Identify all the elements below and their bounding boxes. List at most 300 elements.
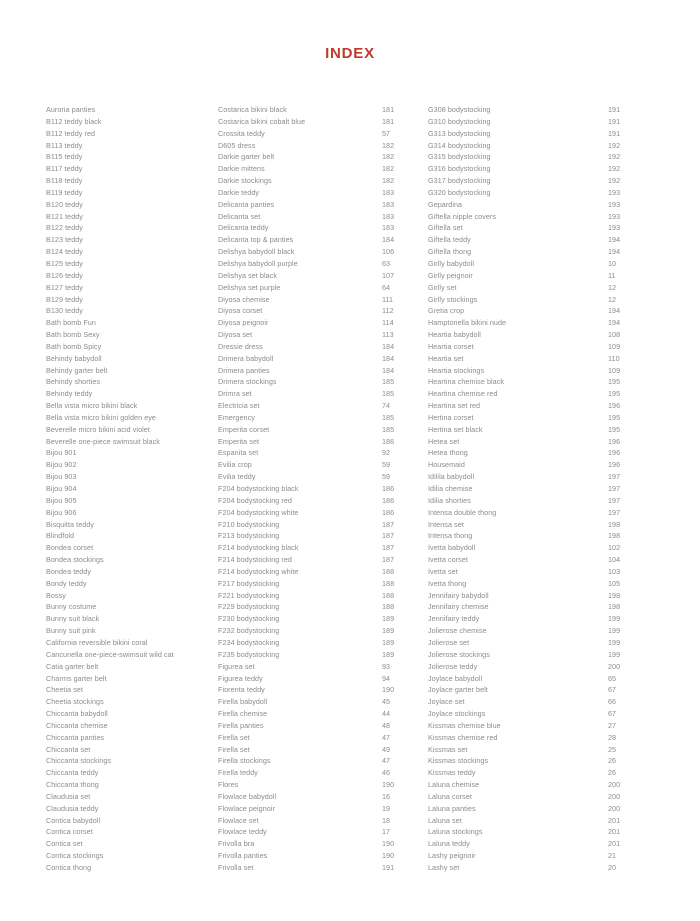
index-entry-page-number: 191 (382, 863, 395, 872)
index-entry[interactable] (428, 400, 700, 412)
index-entry[interactable] (46, 400, 210, 412)
index-entry-page-number: 105 (608, 578, 621, 588)
index-entry[interactable] (428, 341, 700, 353)
index-entry[interactable] (46, 341, 210, 353)
index-entry[interactable] (218, 791, 420, 803)
index-entry-name: F210 bodystocking (218, 519, 280, 529)
index-entry[interactable] (428, 471, 700, 483)
index-entry-name: Emergency (218, 412, 255, 422)
index-entry[interactable] (46, 234, 210, 246)
index-entry[interactable] (46, 661, 210, 673)
index-entry-page-number: 182 (382, 176, 395, 186)
column-3 (420, 104, 700, 874)
index-entry[interactable] (218, 649, 420, 661)
index-entry[interactable] (428, 803, 700, 815)
index-entry-name: G313 bodystocking (428, 128, 491, 138)
index-entry[interactable] (46, 803, 210, 815)
index-entry[interactable] (218, 803, 420, 815)
index-entry[interactable] (428, 601, 700, 613)
index-entry[interactable] (218, 116, 420, 128)
index-entry[interactable] (428, 436, 700, 448)
index-entry-page-number: 47 (382, 756, 391, 766)
index-entry[interactable] (428, 365, 700, 377)
index-entry-name: Idilila babydoll (428, 472, 475, 482)
index-entry-name: Heartia babydoll (428, 330, 481, 340)
index-entry[interactable] (218, 376, 420, 388)
index-entry-name: Ivetta babydoll (428, 543, 476, 553)
index-entry[interactable] (46, 104, 210, 116)
index-entry[interactable] (428, 519, 700, 531)
index-entry[interactable] (46, 187, 210, 199)
index-entry[interactable] (46, 222, 210, 234)
index-entry[interactable] (218, 601, 420, 613)
index-entry[interactable] (46, 128, 210, 140)
index-entry-page-number: 196 (608, 448, 621, 458)
index-entry-name: F204 bodystocking white (218, 507, 299, 517)
index-entry[interactable] (46, 317, 210, 329)
index-entry-name: Darkie stockings (218, 176, 272, 186)
index-entry[interactable] (428, 270, 700, 282)
index-entry[interactable] (218, 424, 420, 436)
index-entry[interactable] (428, 850, 700, 862)
index-entry[interactable] (428, 376, 700, 388)
index-entry[interactable] (46, 151, 210, 163)
index-entry-name: Emperita set (218, 436, 260, 446)
index-entry-name: Firella stockings (218, 756, 271, 766)
index-entry[interactable] (428, 353, 700, 365)
index-entry[interactable] (218, 673, 420, 685)
index-entry[interactable] (218, 447, 420, 459)
index-entry[interactable] (428, 495, 700, 507)
index-entry[interactable] (46, 755, 210, 767)
index-entry[interactable] (218, 542, 420, 554)
index-entry[interactable] (218, 684, 420, 696)
index-entry[interactable] (218, 578, 420, 590)
index-entry[interactable] (428, 696, 700, 708)
index-entry[interactable] (218, 471, 420, 483)
index-entry-name: G310 bodystocking (428, 116, 491, 126)
index-entry-page-number: 74 (382, 401, 391, 411)
index-entry[interactable] (218, 258, 420, 270)
index-entry[interactable] (46, 447, 210, 459)
index-entry[interactable] (46, 744, 210, 756)
index-entry-page-number: 26 (608, 768, 617, 778)
index-entry[interactable] (218, 708, 420, 720)
index-entry-name: Joylace stockings (428, 709, 486, 719)
index-entry[interactable] (46, 826, 210, 838)
index-entry[interactable] (218, 222, 420, 234)
index-entry-name: Dressie dress (218, 341, 263, 351)
index-entry[interactable] (428, 578, 700, 590)
index-entry[interactable] (46, 495, 210, 507)
index-entry[interactable] (218, 696, 420, 708)
index-entry[interactable] (428, 104, 700, 116)
index-entry-page-number: 193 (608, 199, 621, 209)
index-entry-name: Kissmas chemise red (428, 732, 498, 742)
index-entry[interactable] (218, 294, 420, 306)
index-entry[interactable] (46, 175, 210, 187)
index-entry[interactable] (428, 838, 700, 850)
index-entry[interactable] (218, 388, 420, 400)
index-entry[interactable] (218, 862, 420, 874)
index-entry[interactable] (218, 732, 420, 744)
index-entry-page-number: 190 (382, 851, 395, 861)
index-entry-page-number: 192 (608, 140, 621, 150)
index-entry[interactable] (428, 661, 700, 673)
index-entry[interactable] (46, 613, 210, 625)
index-entry[interactable] (218, 305, 420, 317)
index-entry[interactable] (46, 815, 210, 827)
index-entry[interactable] (46, 163, 210, 175)
index-entry[interactable] (46, 850, 210, 862)
index-entry-name: G315 bodystocking (428, 152, 491, 162)
index-entry[interactable] (428, 708, 700, 720)
index-entry[interactable] (46, 601, 210, 613)
index-entry[interactable] (218, 199, 420, 211)
index-entry[interactable] (46, 424, 210, 436)
index-entry-page-number: 201 (608, 827, 621, 837)
index-entry[interactable] (46, 732, 210, 744)
index-entry[interactable] (428, 211, 700, 223)
index-entry-page-number: 111 (382, 294, 394, 304)
index-entry[interactable] (218, 341, 420, 353)
index-entry-page-number: 188 (382, 590, 395, 600)
index-entry[interactable] (428, 625, 700, 637)
index-entry[interactable] (218, 850, 420, 862)
index-entry[interactable] (46, 246, 210, 258)
index-entry[interactable] (46, 838, 210, 850)
index-entry-name: Heartia set (428, 353, 464, 363)
index-entry[interactable] (218, 329, 420, 341)
index-entry-name: Bondea corset (46, 543, 94, 553)
index-entry[interactable] (218, 767, 420, 779)
index-entry[interactable] (46, 684, 210, 696)
index-entry[interactable] (428, 329, 700, 341)
index-entry[interactable] (46, 791, 210, 803)
index-entry[interactable] (218, 400, 420, 412)
index-entry[interactable] (218, 282, 420, 294)
index-entry-page-number: 195 (608, 424, 621, 434)
index-entry-name: Bijou 904 (46, 484, 77, 493)
index-entry[interactable] (218, 815, 420, 827)
index-entry-name: Flowlace babydoll (218, 791, 277, 801)
index-entry[interactable] (428, 826, 700, 838)
index-entry[interactable] (428, 447, 700, 459)
index-entry[interactable] (218, 507, 420, 519)
index-entry-page-number: 18 (382, 815, 391, 825)
index-entry-name: Fiorenta teddy (218, 685, 265, 695)
index-entry[interactable] (46, 258, 210, 270)
index-entry[interactable] (46, 305, 210, 317)
index-entry[interactable] (46, 542, 210, 554)
index-entry-name: Behindy teddy (46, 389, 93, 399)
index-entry[interactable] (46, 282, 210, 294)
index-entry-name: Bondea stockings (46, 555, 104, 565)
index-entry[interactable] (428, 163, 700, 175)
index-entry[interactable] (428, 673, 700, 685)
index-entry[interactable] (46, 673, 210, 685)
index-entry[interactable] (218, 625, 420, 637)
index-entry[interactable] (218, 519, 420, 531)
index-entry-name: Chiccanta chemise (46, 720, 108, 730)
index-entry[interactable] (46, 708, 210, 720)
index-entry-page-number: 109 (608, 341, 621, 351)
index-entry[interactable] (218, 365, 420, 377)
index-entry-name: Laluna teddy (428, 839, 470, 849)
index-entry[interactable] (46, 720, 210, 732)
index-entry[interactable] (46, 388, 210, 400)
index-entry-page-number: 186 (382, 495, 395, 505)
index-entry-name: Bossy (46, 590, 66, 600)
index-entry-name: Laluna stockings (428, 827, 483, 837)
index-entry[interactable] (428, 222, 700, 234)
index-entry[interactable] (428, 140, 700, 152)
index-entry-page-number: 192 (608, 164, 621, 174)
index-entry[interactable] (218, 661, 420, 673)
index-entry[interactable] (218, 317, 420, 329)
index-entry[interactable] (218, 744, 420, 756)
index-entry[interactable] (46, 696, 210, 708)
index-entry[interactable] (46, 140, 210, 152)
index-entry-page-number: 200 (608, 780, 621, 790)
index-entry[interactable] (218, 483, 420, 495)
index-entry[interactable] (218, 838, 420, 850)
index-entry[interactable] (46, 566, 210, 578)
index-entry[interactable] (428, 542, 700, 554)
index-entry-name: Contica stockings (46, 851, 104, 861)
index-entry[interactable] (218, 353, 420, 365)
index-entry[interactable] (428, 151, 700, 163)
index-entry-name: B123 teddy (46, 235, 83, 245)
index-entry[interactable] (218, 826, 420, 838)
index-entry[interactable] (218, 495, 420, 507)
index-entry-name: Jennifairy teddy (428, 614, 480, 624)
index-entry[interactable] (428, 732, 700, 744)
index-entry[interactable] (218, 530, 420, 542)
index-entry-name: Behindy babydoll (46, 353, 102, 363)
index-entry[interactable] (428, 507, 700, 519)
index-entry-name: Joylace set (428, 697, 465, 707)
index-entry[interactable] (46, 519, 210, 531)
index-entry[interactable] (428, 199, 700, 211)
index-entry-name: Catia garter belt (46, 661, 99, 671)
index-entry[interactable] (46, 530, 210, 542)
index-entry-name: Flowlace set (218, 815, 259, 825)
index-entry[interactable] (46, 376, 210, 388)
index-entry-name: F234 bodystocking (218, 637, 280, 647)
index-entry[interactable] (428, 459, 700, 471)
index-entry-page-number: 189 (382, 649, 395, 659)
index-entry-name: F213 bodystocking (218, 531, 280, 541)
index-entry[interactable] (428, 424, 700, 436)
index-entry-name: Gepardina (428, 199, 463, 209)
index-entry[interactable] (46, 116, 210, 128)
index-entry[interactable] (428, 755, 700, 767)
index-entry[interactable] (218, 459, 420, 471)
index-entry-name: Cheetia stockings (46, 697, 104, 707)
index-entry-name: B113 teddy (46, 140, 83, 150)
index-entry-name: Heartina chemise black (428, 377, 505, 387)
index-entry[interactable] (428, 483, 700, 495)
index-entry-page-number: 12 (608, 294, 617, 304)
index-entry-page-number: 197 (608, 507, 621, 517)
index-entry-page-number: 185 (382, 424, 395, 434)
index-entry[interactable] (428, 720, 700, 732)
index-entry[interactable] (428, 566, 700, 578)
index-entry[interactable] (218, 128, 420, 140)
index-entry-name: Drimera panties (218, 365, 270, 375)
index-entry-page-number: 183 (382, 211, 395, 221)
index-entry[interactable] (428, 175, 700, 187)
index-entry[interactable] (428, 116, 700, 128)
index-entry[interactable] (218, 613, 420, 625)
index-entry[interactable] (218, 175, 420, 187)
index-entry[interactable] (46, 862, 210, 874)
index-entry[interactable] (428, 187, 700, 199)
index-entry[interactable] (46, 294, 210, 306)
index-entry-name: Claudusia set (46, 791, 91, 801)
index-entry-name: G308 bodystocking (428, 105, 491, 114)
index-entry[interactable] (46, 483, 210, 495)
index-entry[interactable] (218, 637, 420, 649)
index-entry[interactable] (428, 590, 700, 602)
index-entry-name: G320 bodystocking (428, 187, 491, 197)
index-entry[interactable] (428, 234, 700, 246)
index-entry-name: Kissmas teddy (428, 768, 476, 778)
index-entry[interactable] (218, 436, 420, 448)
index-entry-page-number: 189 (382, 614, 395, 624)
index-entry-name: Joylace garter belt (428, 685, 488, 695)
index-entry[interactable] (218, 234, 420, 246)
index-entry[interactable] (46, 412, 210, 424)
index-entry[interactable] (218, 755, 420, 767)
index-entry[interactable] (46, 199, 210, 211)
index-entry-name: F214 bodystocking red (218, 555, 292, 565)
index-entry[interactable] (46, 471, 210, 483)
index-entry-name: F221 bodystocking (218, 590, 280, 600)
index-entry-page-number: 182 (382, 152, 395, 162)
index-entry-page-number: 195 (608, 412, 621, 422)
index-entry-page-number: 194 (608, 247, 621, 257)
index-entry[interactable] (46, 625, 210, 637)
index-entry[interactable] (428, 744, 700, 756)
index-entry-name: Crossita teddy (218, 128, 265, 138)
index-entry-name: Bijou 903 (46, 472, 77, 482)
index-entry-page-number: 66 (608, 697, 617, 707)
index-entry[interactable] (428, 282, 700, 294)
index-entry-name: Jolierose teddy (428, 661, 478, 671)
index-entry[interactable] (428, 305, 700, 317)
index-entry[interactable] (428, 554, 700, 566)
index-entry[interactable] (46, 270, 210, 282)
index-entry[interactable] (428, 684, 700, 696)
index-entry[interactable] (46, 637, 210, 649)
index-entry[interactable] (218, 720, 420, 732)
index-entry[interactable] (46, 767, 210, 779)
index-entry-page-number: 114 (382, 318, 394, 328)
index-entry[interactable] (46, 554, 210, 566)
index-entry[interactable] (46, 649, 210, 661)
index-entry-name: B125 teddy (46, 258, 83, 268)
index-entry[interactable] (428, 637, 700, 649)
index-entry[interactable] (46, 436, 210, 448)
index-entry[interactable] (428, 128, 700, 140)
index-entry-name: Evilia crop (218, 460, 252, 470)
index-entry[interactable] (428, 388, 700, 400)
index-entry-name: Frivolla panties (218, 851, 268, 861)
index-entry-name: Delishya set black (218, 270, 278, 280)
index-entry-name: Chiccanta babydoll (46, 709, 108, 719)
index-entry-page-number: 200 (608, 803, 621, 813)
index-entry[interactable] (46, 365, 210, 377)
index-entry-page-number: 103 (608, 566, 621, 576)
index-entry[interactable] (46, 329, 210, 341)
index-entry-page-number: 186 (382, 484, 395, 493)
index-entry[interactable] (218, 270, 420, 282)
index-entry-name: Bath bomb Sexy (46, 330, 100, 340)
index-entry[interactable] (46, 459, 210, 471)
index-entry-name: Intensa set (428, 519, 464, 529)
index-entry[interactable] (428, 412, 700, 424)
index-entry-page-number: 27 (608, 720, 617, 730)
index-entry-page-number: 196 (608, 460, 621, 470)
index-entry[interactable] (218, 187, 420, 199)
index-entry[interactable] (428, 791, 700, 803)
index-entry[interactable] (428, 649, 700, 661)
index-entry[interactable] (46, 507, 210, 519)
index-entry[interactable] (218, 566, 420, 578)
index-entry-name: Diyosa chemise (218, 294, 270, 304)
index-entry[interactable] (428, 613, 700, 625)
index-entry-page-number: 198 (608, 519, 621, 529)
index-entry-page-number: 195 (608, 389, 621, 399)
index-entry[interactable] (428, 767, 700, 779)
index-entry[interactable] (428, 779, 700, 791)
index-entry-page-number: 187 (382, 555, 395, 565)
index-entry[interactable] (218, 590, 420, 602)
index-entry[interactable] (218, 140, 420, 152)
index-entry[interactable] (218, 554, 420, 566)
index-entry[interactable] (46, 211, 210, 223)
index-entry-page-number: 188 (382, 566, 395, 576)
index-entry-page-number: 199 (608, 614, 621, 624)
index-entry[interactable] (428, 258, 700, 270)
index-entry[interactable] (428, 246, 700, 258)
index-entry[interactable] (428, 317, 700, 329)
index-entry[interactable] (218, 211, 420, 223)
index-entry[interactable] (46, 578, 210, 590)
index-entry-name: Girlly stockings (428, 294, 478, 304)
index-entry-page-number: 185 (382, 377, 395, 387)
index-entry[interactable] (428, 530, 700, 542)
index-entry-name: Contica thong (46, 863, 92, 872)
index-entry-name: Hetea set (428, 436, 460, 446)
index-entry[interactable] (218, 412, 420, 424)
index-entry[interactable] (46, 353, 210, 365)
index-entry[interactable] (46, 779, 210, 791)
index-entry[interactable] (428, 815, 700, 827)
index-entry[interactable] (218, 104, 420, 116)
index-entry-page-number: 110 (608, 353, 620, 363)
index-entry[interactable] (218, 163, 420, 175)
index-entry[interactable] (218, 246, 420, 258)
index-entry[interactable] (428, 294, 700, 306)
index-entry[interactable] (218, 779, 420, 791)
index-entry[interactable] (218, 151, 420, 163)
index-entry[interactable] (428, 862, 700, 874)
index-entry-name: Gretia crop (428, 306, 465, 316)
index-entry[interactable] (46, 590, 210, 602)
